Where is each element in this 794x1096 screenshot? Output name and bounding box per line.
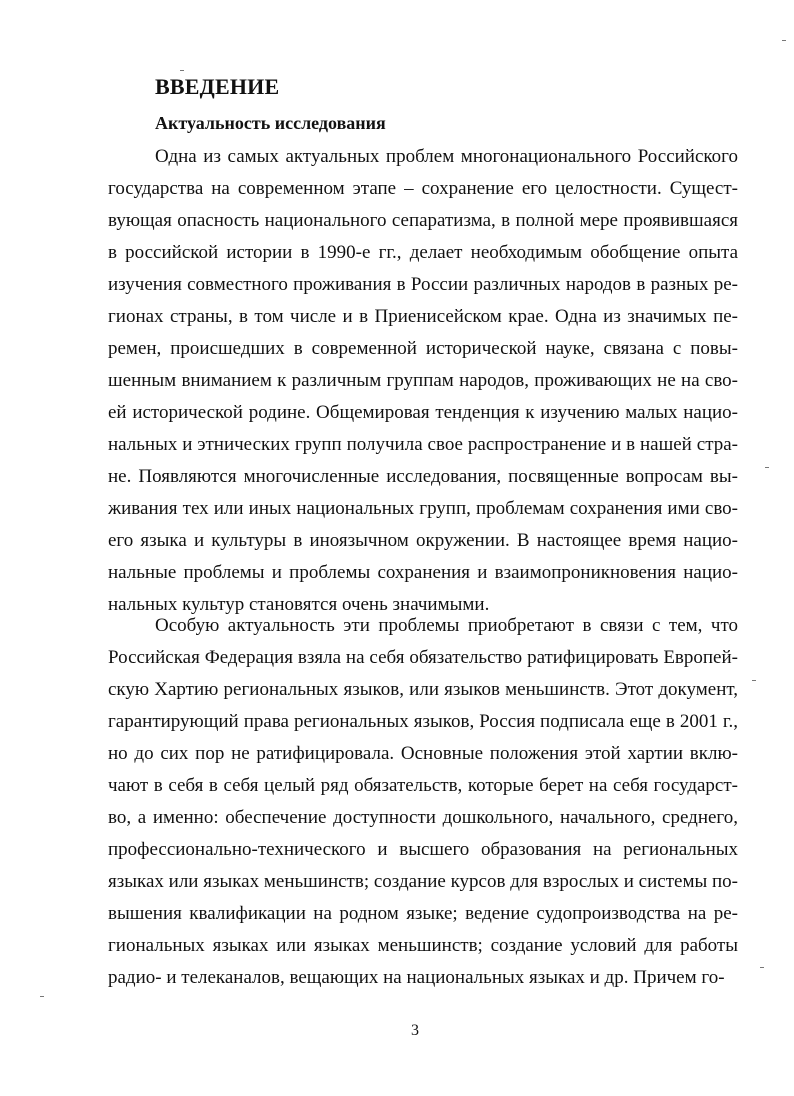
- text-line: чают в себя в себя целый ряд обязательств, которые берет на себя государст-: [108, 775, 738, 796]
- text-line: живания тех или иных национальных групп, проблемам сохранения ими сво-: [108, 498, 738, 519]
- text-line: радио- и телеканалов, вещающих на национальных языках и др. Причем го-: [108, 967, 725, 988]
- paragraph-1: [108, 141, 738, 621]
- text-line: нальных культур становятся очень значимыми.: [108, 594, 490, 615]
- text-line: но до сих пор не ратифицировала. Основные положения этой хартии вклю-: [108, 743, 738, 764]
- scan-mark: [752, 680, 756, 681]
- text-line: Особую актуальность эти проблемы приобретают в связи с тем, что: [155, 615, 738, 636]
- text-line: вующая опасность национального сепаратизма, в полной мере проявившаяся: [108, 210, 738, 231]
- text-line: нальных и этнических групп получила свое распространение и в нашей стра-: [108, 434, 738, 455]
- text-line: изучения совместного проживания в России различных народов в разных ре-: [108, 274, 738, 295]
- text-line: государства на современном этапе – сохранение его целостности. Сущест-: [108, 178, 738, 199]
- text-line: вышения квалификации на родном языке; ведение судопроизводства на ре-: [108, 903, 738, 924]
- text-line: языках или языках меньшинств; создание курсов для взрослых и системы по-: [108, 871, 738, 892]
- text-line: профессионально-технического и высшего образования на региональных: [108, 839, 738, 860]
- page-number: 3: [411, 1022, 419, 1039]
- scan-mark: [765, 467, 769, 468]
- scan-mark: [40, 996, 44, 997]
- text-line: шенным вниманием к различным группам народов, проживающих не на сво-: [108, 370, 738, 391]
- text-line: скую Хартию региональных языков, или языков меньшинств. Этот документ,: [108, 679, 738, 700]
- text-line: гионах страны, в том числе и в Приенисейском крае. Одна из значимых пе-: [108, 306, 738, 327]
- text-line: Российская Федерация взяла на себя обязательство ратифицировать Европей-: [108, 647, 738, 668]
- text-line: гиональных языках или языках меньшинств; создание условий для работы: [108, 935, 738, 956]
- text-line: во, а именно: обеспечение доступности дошкольного, начального, среднего,: [108, 807, 738, 828]
- page-title: ВВЕДЕНИЕ: [155, 74, 280, 99]
- scan-mark: [782, 40, 786, 41]
- scan-mark: [180, 70, 184, 71]
- text-line: ей исторической родине. Общемировая тенденция к изучению малых нацио-: [108, 402, 738, 423]
- section-heading: Актуальность исследования: [155, 113, 386, 133]
- text-line: Одна из самых актуальных проблем многонационального Российского: [155, 146, 738, 167]
- text-line: ремен, происшедших в современной исторической науке, связана с повы-: [108, 338, 738, 359]
- text-line: не. Появляются многочисленные исследования, посвященные вопросам вы-: [108, 466, 738, 487]
- paragraph-2: [108, 610, 738, 994]
- scan-mark: [760, 967, 764, 968]
- text-line: нальные проблемы и проблемы сохранения и взаимопроникновения нацио-: [108, 562, 738, 583]
- text-line: в российской истории в 1990-е гг., делает необходимым обобщение опыта: [108, 242, 738, 263]
- text-line: его языка и культуры в иноязычном окружении. В настоящее время нацио-: [108, 530, 738, 551]
- text-line: гарантирующий права региональных языков, Россия подписала еще в 2001 г.,: [108, 711, 738, 732]
